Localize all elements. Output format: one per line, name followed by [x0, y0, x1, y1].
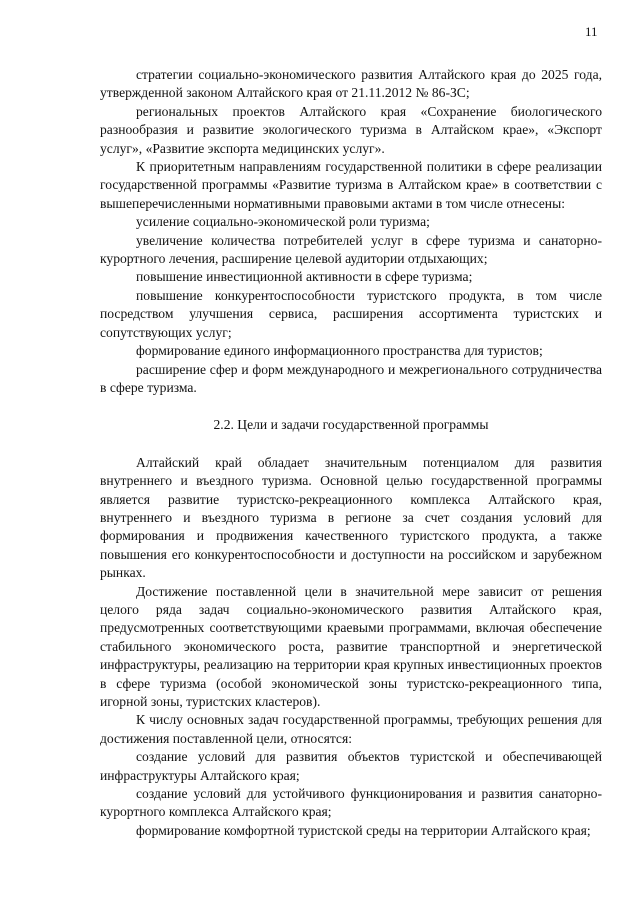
paragraph: региональных проектов Алтайского края «Сохранение биологического разнообразия и развитие экологического туризма в Алтайском крае», «Экспорт услуг», «Развитие экспорта медицинских услуг». — [100, 103, 602, 156]
paragraph: К приоритетным направлениям государственной политики в сфере реализации государственной программы «Развитие туризма в Алтайском крае» в соответствии с вышеперечисленными нормативными правовыми актами в том числе отнесены: — [100, 159, 602, 211]
paragraph: Достижение поставленной цели в значительной мере зависит от решения целого ряда задач социально-экономического развития Алтайского края, предусмотренных соответствующими краевыми программами, включая обеспечение стабильного экономического роста, развитие транспортной и энергетической инфраструктуры, реализацию на территории края крупных инвестиционных проектов в сфере туризма (особой экономической зоны туристско-рекреационного типа, игорной зоны, туристских кластеров). — [100, 583, 602, 709]
paragraph: К числу основных задач государственной программы, требующих решения для достижения поставленной цели, относятся: — [100, 712, 602, 746]
page-number: 11 — [585, 24, 598, 39]
paragraph: повышение конкурентоспособности туристского продукта, в том числе посредством улучшения сервиса, расширения ассортимента туристских и сопутствующих услуг; — [100, 287, 602, 340]
section-heading: 2.2. Цели и задачи государственной программы — [213, 417, 489, 433]
paragraph: усиление социально-экономической роли туризма; — [136, 214, 430, 230]
paragraph: формирование комфортной туристской среды на территории Алтайского края; — [136, 822, 591, 838]
document-body — [100, 66, 602, 840]
paragraph: расширение сфер и форм международного и межрегионального сотрудничества в сфере туризма. — [100, 361, 602, 395]
paragraph: стратегии социально-экономического развития Алтайского края до 2025 года, утвержденной законом Алтайского края от 21.11.2012 № 86-ЗС; — [100, 67, 602, 101]
paragraph: создание условий для устойчивого функционирования и развития санаторно-курортного комплекса Алтайского края; — [100, 786, 602, 820]
paragraph: создание условий для развития объектов туристской и обеспечивающей инфраструктуры Алтайского края; — [100, 749, 602, 783]
paragraph: увеличение количества потребителей услуг в сфере туризма и санаторно-курортного лечения, расширение целевой аудитории отдыхающих; — [100, 232, 602, 267]
paragraph: формирование единого информационного пространства для туристов; — [136, 343, 543, 359]
paragraph: повышение инвестиционной активности в сфере туризма; — [136, 269, 473, 285]
paragraph: Алтайский край обладает значительным потенциалом для развития внутреннего и въездного туризма. Основной целью государственной программы является развитие туристско-рекреационного комплекса Алтайского края, внутреннего и въездного туризма в регионе за счет создания условий для формирования и продвижения качественного туристского продукта, а также повышения его конкурентоспособности и доступности на российском и зарубежном рынках. — [100, 454, 602, 581]
